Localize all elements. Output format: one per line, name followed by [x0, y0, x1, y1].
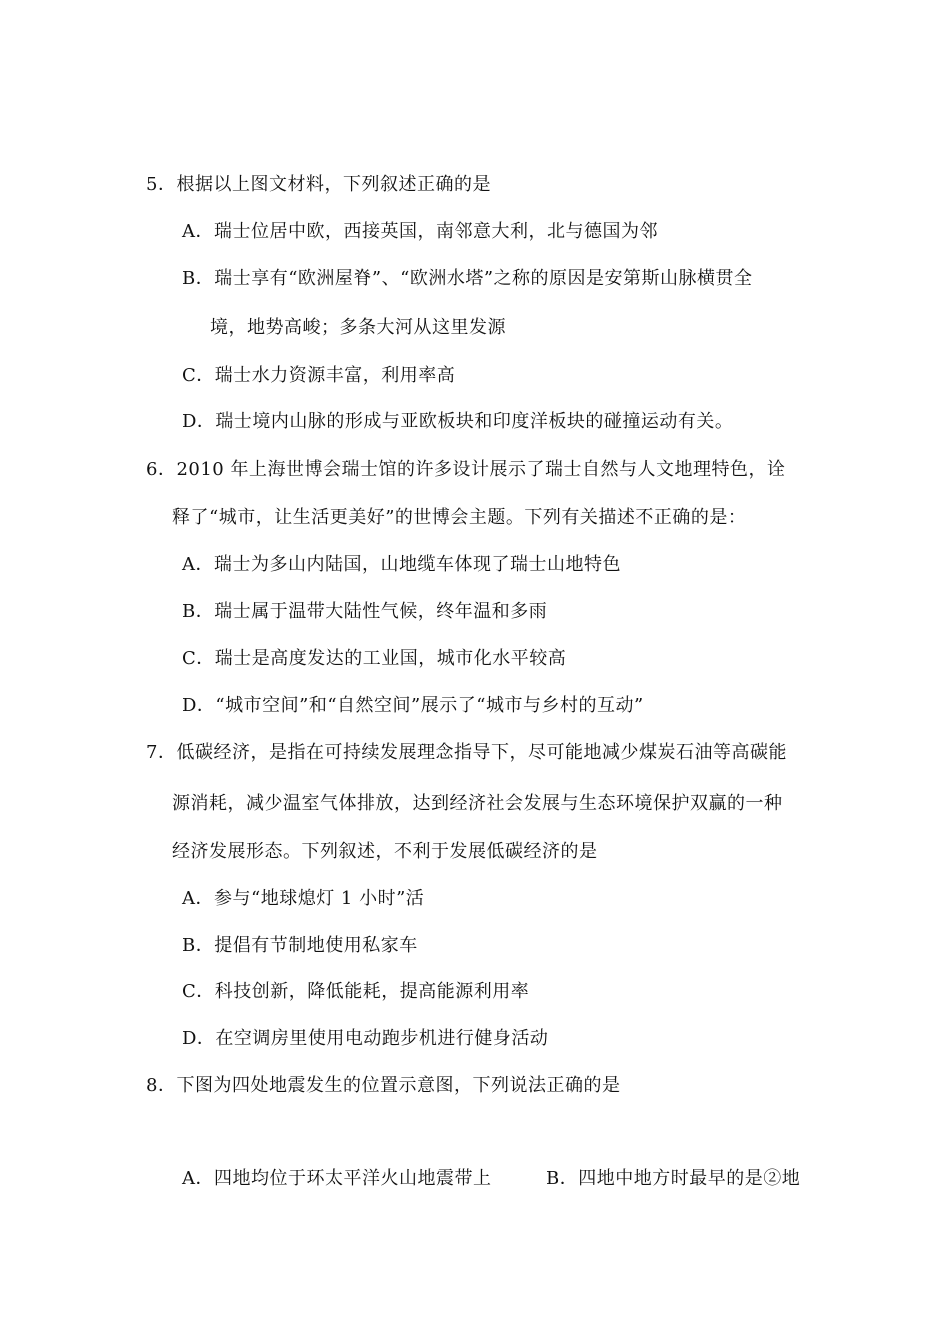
q6-option-b: B．瑞士属于温带大陆性气候，终年温和多雨 [182, 601, 548, 622]
q6-option-d: D．“城市空间”和“自然空间”展示了“城市与乡村的互动” [182, 695, 644, 716]
q6-option-a: A．瑞士为多山内陆国，山地缆车体现了瑞士山地特色 [182, 554, 621, 575]
q7-option-c: C．科技创新，降低能耗，提高能源利用率 [182, 981, 530, 1002]
q7-stem-continued-2: 经济发展形态。下列叙述，不利于发展低碳经济的是 [172, 841, 598, 862]
q6-option-c: C．瑞士是高度发达的工业国，城市化水平较高 [182, 648, 567, 669]
q5-option-d: D．瑞士境内山脉的形成与亚欧板块和印度洋板块的碰撞运动有关。 [182, 411, 734, 432]
q7-stem: 7．低碳经济，是指在可持续发展理念指导下，尽可能地减少煤炭石油等高碳能 [146, 742, 787, 763]
q8-option-b: B．四地中地方时最早的是②地 [546, 1168, 801, 1189]
q6-stem: 6．2010 年上海世博会瑞士馆的许多设计展示了瑞士自然与人文地理特色，诠 [146, 459, 786, 480]
q5-option-b: B．瑞士享有“欧洲屋脊”、“欧洲水塔”之称的原因是安第斯山脉横贯全 [182, 268, 753, 289]
q7-option-b: B．提倡有节制地使用私家车 [182, 935, 418, 956]
q7-option-d: D．在空调房里使用电动跑步机进行健身活动 [182, 1028, 549, 1049]
q5-option-c: C．瑞士水力资源丰富，利用率高 [182, 365, 456, 386]
q7-stem-continued-1: 源消耗，减少温室气体排放，达到经济社会发展与生态环境保护双赢的一种 [172, 793, 783, 814]
q8-stem: 8．下图为四处地震发生的位置示意图，下列说法正确的是 [146, 1075, 621, 1096]
q5-option-b-continued: 境，地势高峻；多条大河从这里发源 [210, 317, 506, 338]
q5-stem: 5．根据以上图文材料，下列叙述正确的是 [146, 174, 491, 195]
q7-option-a: A．参与“地球熄灯 1 小时”活 [182, 888, 425, 909]
q6-stem-continued: 释了“城市，让生活更美好”的世博会主题。下列有关描述不正确的是： [172, 507, 747, 528]
q5-option-a: A．瑞士位居中欧，西接英国，南邻意大利，北与德国为邻 [182, 221, 658, 242]
q8-option-a: A．四地均位于环太平洋火山地震带上 [182, 1168, 492, 1189]
